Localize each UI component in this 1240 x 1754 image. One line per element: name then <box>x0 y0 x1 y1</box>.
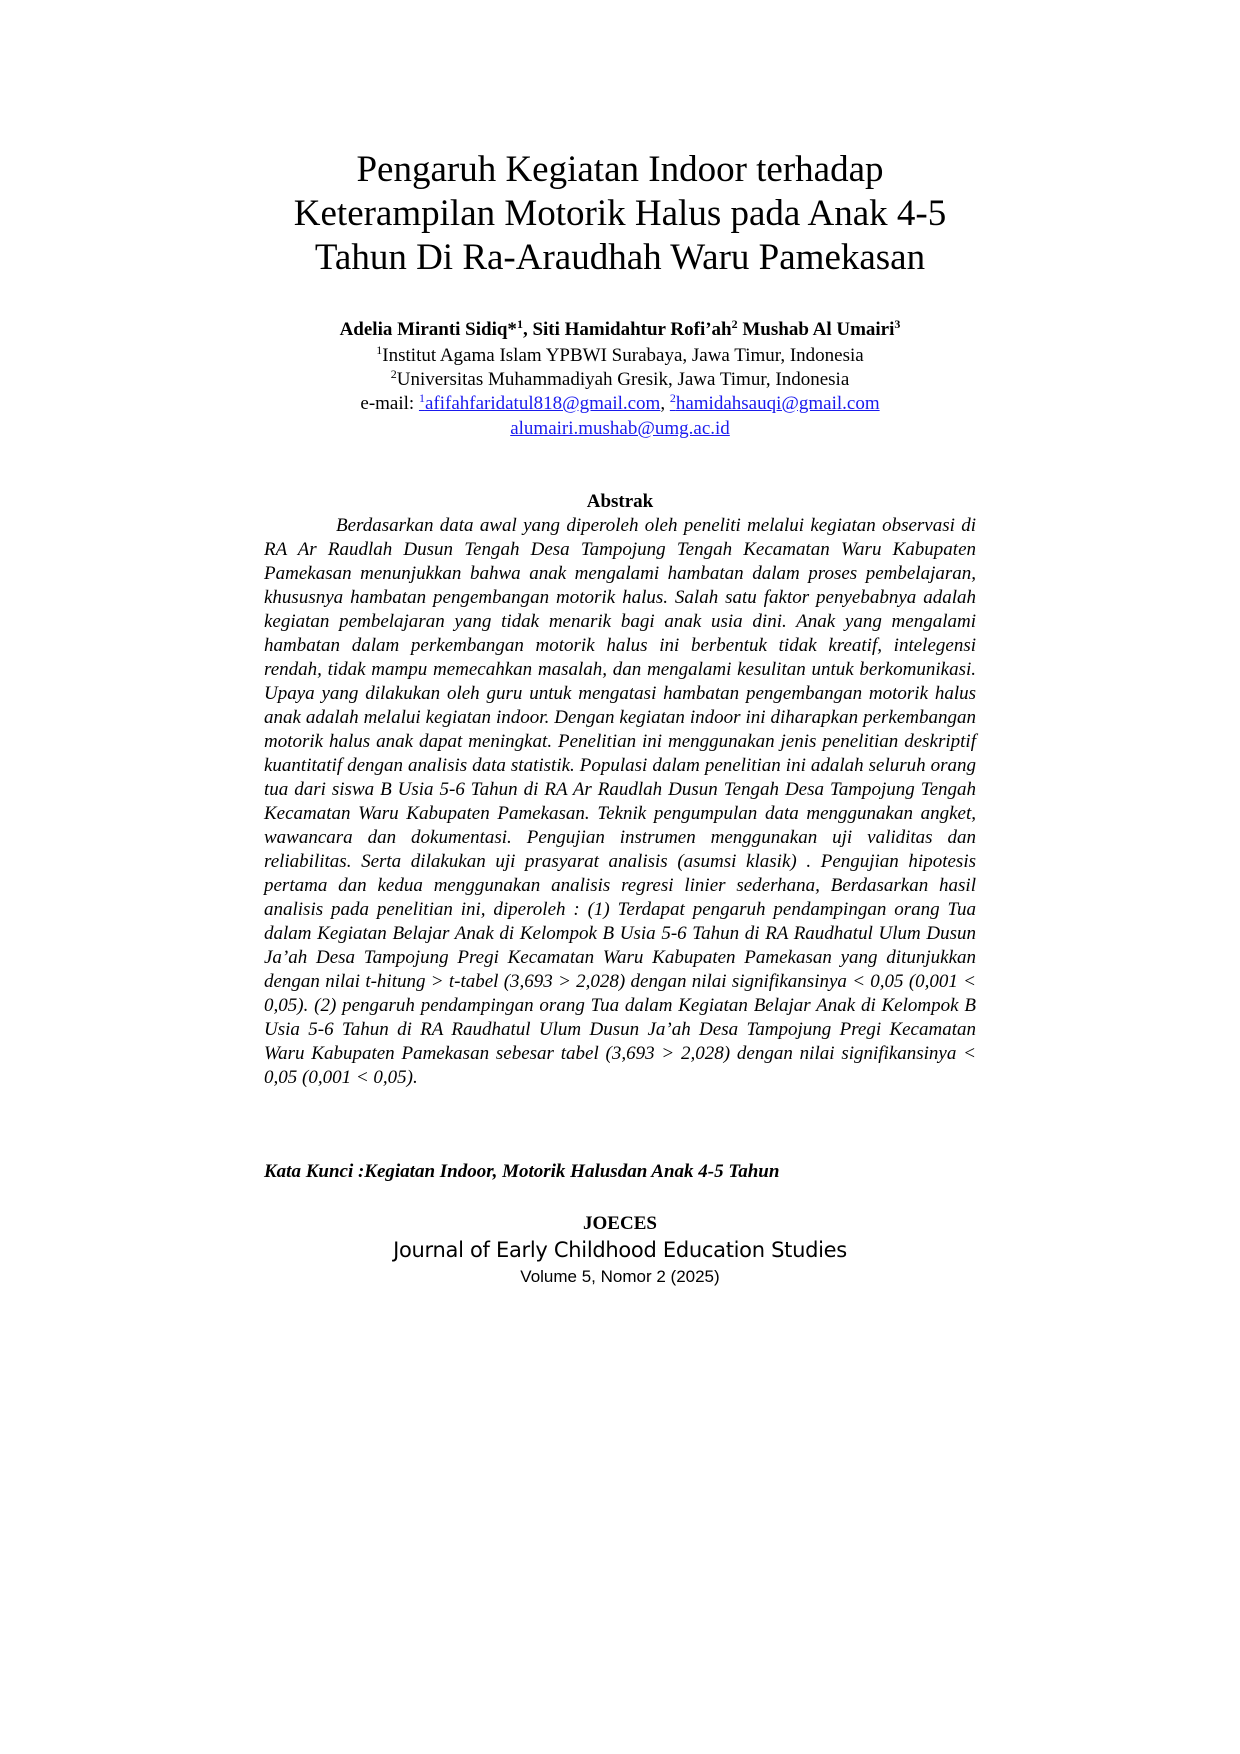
author-affiliation-mark: 2 <box>731 317 738 331</box>
email-separator: , <box>660 393 670 414</box>
email-mark: 1 <box>418 391 425 405</box>
author-separator: , <box>522 319 533 340</box>
abstract-heading: Abstrak <box>586 491 654 512</box>
author-affiliation-mark: 1 <box>516 317 523 331</box>
affiliation-2 <box>160 368 1080 392</box>
email-address: afifahfaridatul818@gmail.com <box>424 393 661 414</box>
email-line <box>160 392 1080 416</box>
email-line-2 <box>160 417 1080 441</box>
email-link-3[interactable]: alumairi.mushab@umg.ac.id <box>510 418 730 439</box>
abstract-body: Berdasarkan data awal yang diperoleh oleh peneliti melalui kegiatan observasi di RA Ar Raudlah Dusun Tengah Desa Tampojung Tengah Kecamatan Waru Kabupaten Pamekasan menunjukkan bahwa anak mengalami hambatan dalam proses pembelajaran, khususnya hambatan pengembangan motorik halus. Salah satu faktor penyebabnya adalah kegiatan pembelajaran yang tidak menarik bagi anak usia dini. Anak yang mengalami hambatan dalam perkembangan motorik halus ini berbentuk tidak kreatif, intelegensi rendah, tidak mampu memecahkan masalah, dan mengalami kesulitan untuk berkomunikasi. Upaya yang dilakukan oleh guru untuk mengatasi hambatan pengembangan motorik halus anak adalah melalui kegiatan indoor. Dengan kegiatan indoor ini diharapkan perkembangan motorik halus anak dapat meningkat. Penelitian ini menggunakan jenis penelitian deskriptif kuantitatif dengan analisis data statistik. Populasi dalam penelitian ini adalah seluruh orang tua dari siswa B Usia 5-6 Tahun di RA Ar Raudlah Dusun Tengah Desa Tampojung Tengah Kecamatan Waru Kabupaten Pamekasan. Teknik pengumpulan data menggunakan angket, wawancara dan dokumentasi. Pengujian instrumen menggunakan uji validitas dan reliabilitas. Serta dilakukan uji prasyarat analisis (asumsi klasik) . Pengujian hipotesis pertama dan kedua menggunakan analisis regresi linier sederhana, Berdasarkan hasil analisis pada penelitian ini, diperoleh : (1) Terdapat pengaruh pendampingan orang Tua dalam Kegiatan Belajar Anak di Kelompok B Usia 5-6 Tahun di RA Raudhatul Ulum Dusun Ja’ah Desa Tampojung Pregi Kecamatan Waru Kabupaten Pamekasan yang ditunjukkan dengan nilai t-hitung > t-tabel (3,693 > 2,028) dengan nilai signifikansinya < 0,05 (0,001 < 0,05). (2) pengaruh pendampingan orang Tua dalam Kegiatan Belajar Anak di Kelompok B Usia 5-6 Tahun di RA Raudhatul Ulum Dusun Ja’ah Desa Tampojung Pregi Kecamatan Waru Kabupaten Pamekasan sebesar tabel (3,693 > 2,028) dengan nilai signifikansinya < 0,05 (0,001 < 0,05). <box>264 515 976 1088</box>
email-link-2[interactable] <box>670 393 880 414</box>
author-name: Mushab Al Umairi <box>742 319 895 340</box>
author-name: Siti Hamidahtur Rofi’ah <box>532 319 732 340</box>
affiliation-text: Universitas Muhammadiyah Gresik, Jawa Timur, Indonesia <box>396 369 850 390</box>
title-line: Keterampilan Motorik Halus pada Anak 4-5 <box>293 193 947 234</box>
email-label: e-mail: <box>360 393 419 414</box>
affiliation-1 <box>160 344 1080 368</box>
author-affiliation-mark: 3 <box>894 317 901 331</box>
journal-abbreviation: JOECES <box>583 1213 657 1234</box>
affiliation-text: Institut Agama Islam YPBWI Surabaya, Jawa Timur, Indonesia <box>382 345 864 366</box>
keywords: Kata Kunci :Kegiatan Indoor, Motorik Halusdan Anak 4-5 Tahun <box>264 1161 780 1182</box>
affiliation-mark: 2 <box>390 367 397 381</box>
journal-volume: Volume 5, Nomor 2 (2025) <box>520 1267 720 1286</box>
title-line: Pengaruh Kegiatan Indoor terhadap <box>356 149 884 190</box>
email-mark: 2 <box>669 391 676 405</box>
email-address: hamidahsauqi@gmail.com <box>675 393 880 414</box>
email-link-1[interactable] <box>419 393 660 414</box>
paper-title <box>160 148 1080 280</box>
affiliation-mark: 1 <box>376 343 383 357</box>
author-name: Adelia Miranti Sidiq* <box>339 319 517 340</box>
journal-name: Journal of Early Childhood Education Studies <box>393 1238 847 1262</box>
title-line: Tahun Di Ra-Araudhah Waru Pamekasan <box>314 237 926 278</box>
author-list <box>160 318 1080 342</box>
